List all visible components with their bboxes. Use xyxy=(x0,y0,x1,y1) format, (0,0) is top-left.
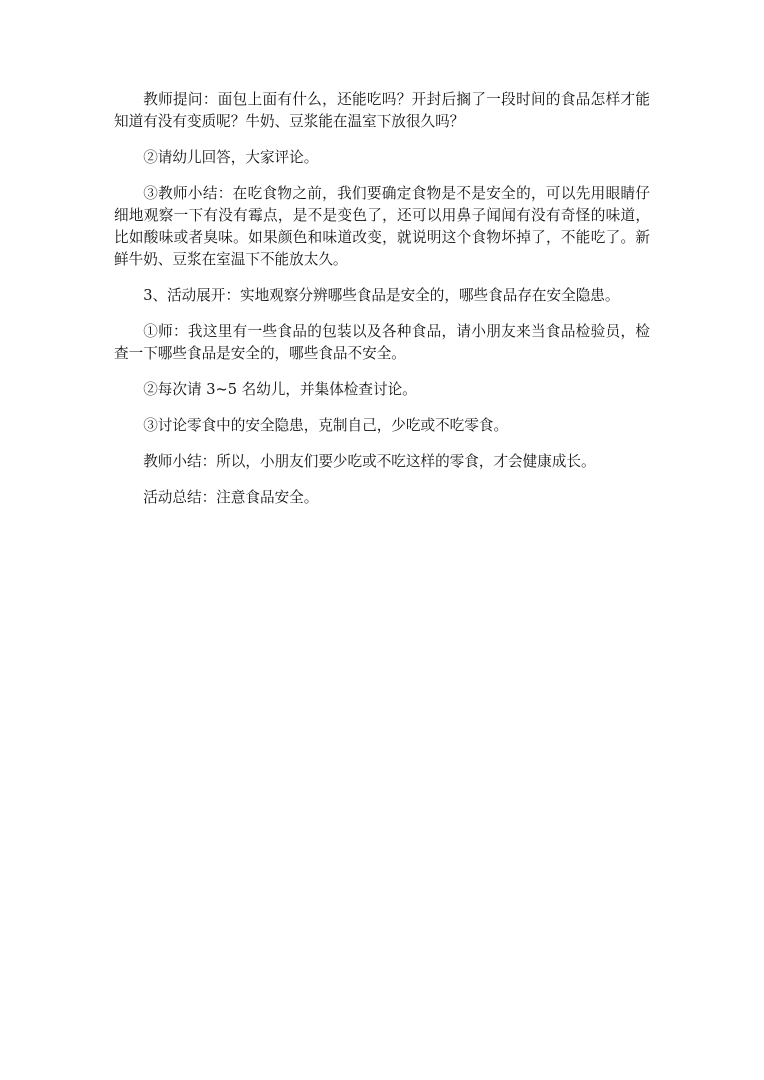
paragraph-children-answer: ②请幼儿回答，大家评论。 xyxy=(143,149,319,166)
paragraph-snack-discussion: ③讨论零食中的安全隐患，克制自己，少吃或不吃零食。 xyxy=(143,417,509,434)
paragraph-teacher-summary-2: 教师小结：所以，小朋友们要少吃或不吃这样的零食，才会健康成长。 xyxy=(143,453,596,470)
paragraph-teacher-instruction: ①师：我这里有一些食品的包装以及各种食品，请小朋友来当食品检验员，检查一下哪些食品是安全的，哪些食品不安全。 xyxy=(114,323,650,362)
paragraph-group-check: ②每次请 3~5 名幼儿，并集体检查讨论。 xyxy=(143,381,417,398)
paragraph-teacher-question: 教师提问：面包上面有什么，还能吃吗？开封后搁了一段时间的食品怎样才能知道有没有变质呢？牛奶、豆浆能在温室下放很久吗？ xyxy=(114,91,650,130)
paragraph-activity-section-3: 3、活动展开：实地观察分辨哪些食品是安全的，哪些食品存在安全隐患。 xyxy=(143,287,620,304)
paragraph-teacher-summary-1: ③教师小结：在吃食物之前，我们要确定食物是不是安全的，可以先用眼睛仔细地观察一下有没有霉点，是不是变色了，还可以用鼻子闻闻有没有奇怪的味道，比如酸味或者臭味。如果颜色和味道改变，就说明这个食物坏掉了，不能吃了。新鲜牛奶、豆浆在室温下不能放太久。 xyxy=(114,185,650,268)
document-body xyxy=(114,89,650,523)
paragraph-activity-conclusion: 活动总结：注意食品安全。 xyxy=(143,489,319,506)
